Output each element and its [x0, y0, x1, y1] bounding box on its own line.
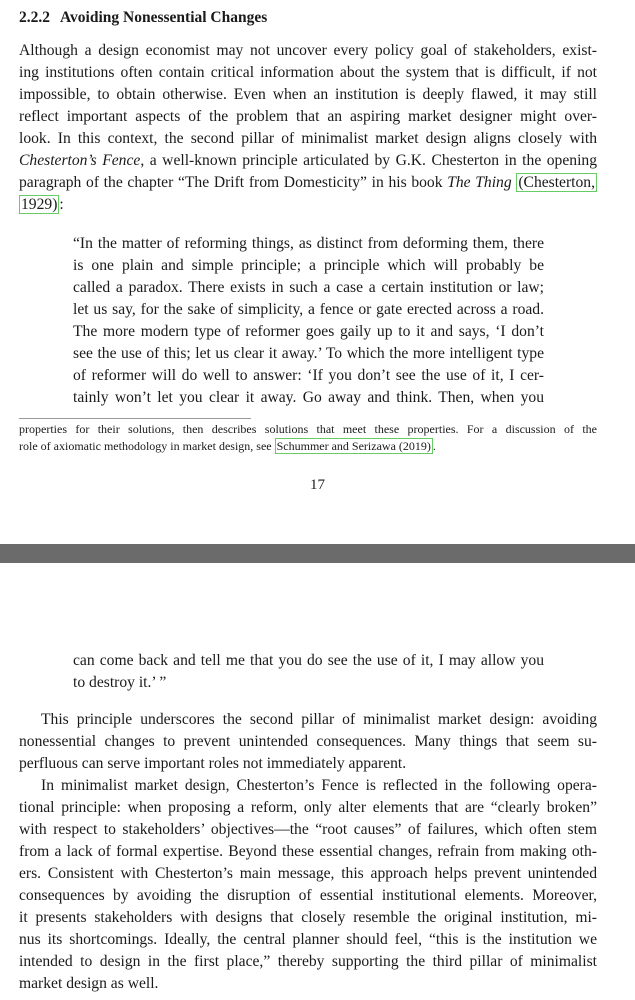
quote-line: of reformer will do well to answer: ‘If you don’t see the use of it, I cer-: [73, 367, 544, 384]
text-line: from a lack of formal expertise. Beyond these essential changes, refrain from making oth-: [19, 843, 597, 860]
blockquote-top: [73, 233, 544, 409]
text-line: impossible, to obtain otherwise. Even when an institution is deeply flawed, it may still: [19, 86, 597, 103]
footnote-line: [19, 438, 597, 455]
blockquote-continued: [73, 650, 544, 694]
italic-term: Chesterton’s Fence: [19, 152, 141, 169]
text-line: ing institutions often contain critical information about the system that is difficult, if not: [19, 64, 597, 81]
text-line: nus its shortcomings. Ideally, the central planner should feel, “this is the institution we: [19, 931, 597, 948]
text-line: market design as well.: [19, 975, 159, 992]
page-number: 17: [310, 477, 325, 493]
quote-line: to destroy it.’ ”: [73, 674, 167, 691]
section-title: Avoiding Nonessential Changes: [60, 9, 268, 26]
text-line: nonessential changes to prevent unintended consequences. Many things that seem su-: [19, 733, 597, 750]
footnote: [19, 421, 597, 455]
quote-line: called a paradox. There exists in such a case a certain institution or law;: [73, 279, 544, 296]
text-line: [19, 172, 597, 194]
quote-line: is one plain and simple principle; a principle which will probably be: [73, 257, 544, 274]
paragraph-principle: [19, 709, 597, 775]
text-line: with respect to stakeholders’ objectives—the “root causes” of failures, which often stem: [19, 821, 597, 838]
quote-line: The more modern type of reformer goes gaily up to it and says, ‘I don’t: [73, 323, 544, 340]
text-line: perfluous can serve important roles not immediately apparent.: [19, 755, 407, 772]
text-line: [19, 150, 597, 172]
citation-link[interactable]: Schummer and Serizawa (2019): [276, 439, 431, 453]
text-line: it presents stakeholders with designs that closely resemble the original institution, mi-: [19, 909, 597, 926]
footnote-line: properties for their solutions, then describes solutions that meet these properties. For a discussion of the: [19, 422, 597, 436]
text-fragment: paragraph of the chapter “The Drift from Domesticity” in his book: [19, 174, 448, 191]
text-fragment: role of axiomatic methodology in market design, see: [19, 439, 275, 453]
text-line: consequences by avoiding the disruption of essential institutional elements. Moreover,: [19, 887, 597, 904]
intro-paragraph: [19, 40, 597, 216]
text-fragment: , a well-known principle articulated by G.K. Chesterton in the opening: [140, 152, 598, 169]
text-line: reflect important aspects of the problem that an aspiring market designer might over-: [19, 108, 597, 125]
text-line: tional principle: when proposing a reform, only alter elements that are “clearly broken”: [19, 799, 597, 816]
quote-line: let us say, for the sake of simplicity, a fence or gate erected across a road.: [73, 301, 544, 318]
book-title: The Thing: [447, 174, 512, 191]
quote-line: “In the matter of reforming things, as distinct from deforming them, there: [73, 235, 544, 252]
page-separator: [0, 544, 635, 563]
citation-link[interactable]: (Chesterton,: [518, 174, 595, 191]
section-number: 2.2.2: [19, 9, 50, 26]
text-line: This principle underscores the second pillar of minimalist market design: avoiding: [41, 711, 597, 728]
text-line: [19, 194, 597, 216]
section-heading: [19, 9, 267, 27]
text-line: look. In this context, the second pillar of minimalist market design aligns closely with: [19, 130, 597, 147]
paragraph-minimalist: [19, 775, 597, 995]
footnote-divider: [19, 418, 251, 419]
citation-link[interactable]: 1929): [21, 196, 58, 213]
quote-line: see the use of this; let us clear it away.’ To which the more intelligent type: [73, 345, 544, 362]
quote-line: can come back and tell me that you do see the use of it, I may allow you: [73, 652, 544, 669]
text-fragment: :: [59, 196, 64, 213]
text-line: intended to design in the first place,” thereby supporting the third pillar of minimalist: [19, 953, 597, 970]
text-line: In minimalist market design, Chesterton’s Fence is reflected in the following opera-: [41, 777, 597, 794]
text-line: Although a design economist may not uncover every policy goal of stakeholders, exist-: [19, 42, 597, 59]
page-18: [0, 563, 635, 1000]
text-line: ers. Consistent with Chesterton’s main message, this approach helps prevent unintended: [19, 865, 597, 882]
quote-line: tainly won’t let you clear it away. Go away and think. Then, when you: [73, 389, 544, 406]
text-fragment: .: [432, 439, 436, 453]
